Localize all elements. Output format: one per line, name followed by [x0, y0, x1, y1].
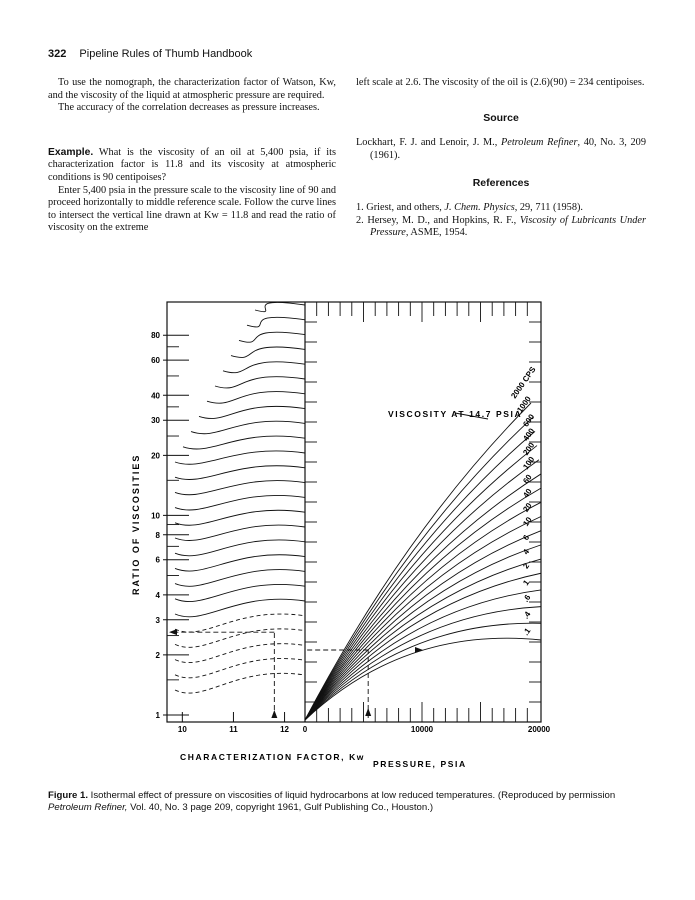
viscosity-line — [305, 502, 541, 720]
y-tick-label: 40 — [151, 391, 160, 401]
y-tick-label: 80 — [151, 331, 160, 341]
intro-paragraph: To use the nomograph, the characterization factor of Watson, Kw, and the viscosity of the liquid at atmospheric pressure are required. — [48, 77, 336, 101]
viscosity-label: 10 — [521, 515, 534, 528]
example-pressure-arrow — [365, 708, 371, 716]
characterization-curve — [255, 302, 305, 311]
viscosity-line — [305, 573, 541, 720]
figure-caption — [48, 790, 648, 814]
y-tick-label: 30 — [151, 416, 160, 426]
viscosity-line — [305, 474, 541, 720]
characterization-curve — [175, 525, 305, 540]
y-axis-label: RATIO OF VISCOSITIES — [131, 453, 141, 595]
example-kw-arrow — [271, 710, 277, 718]
example-paragraph — [48, 147, 336, 185]
viscosity-label: .1 — [521, 626, 533, 638]
viscosity-label: 40 — [521, 487, 534, 500]
ref2-rest: , ASME, 1954. — [405, 227, 468, 239]
right-column — [356, 77, 646, 240]
characterization-curve — [175, 644, 305, 663]
characterization-curve — [175, 495, 305, 510]
kw-tick-label: 11 — [229, 725, 238, 734]
characterization-curve — [175, 673, 305, 693]
y-tick-label: 3 — [155, 615, 160, 625]
references-heading: References — [472, 177, 530, 190]
characterization-curve — [231, 347, 305, 357]
pressure-tick-label: 0 — [302, 725, 308, 734]
characterization-curve — [175, 555, 305, 571]
pressure-tick-label: 10000 — [410, 725, 434, 734]
viscosity-label: 20 — [521, 501, 534, 514]
viscosity-annotation: VISCOSITY AT 14.7 PSIA — [388, 409, 523, 419]
right-x-axis-label: PRESSURE, PSIA — [373, 759, 467, 769]
viscosity-label: 1000 — [515, 394, 533, 415]
viscosity-label: 4 — [521, 547, 532, 557]
characterization-curve — [247, 317, 305, 327]
viscosity-label: 200 — [521, 440, 537, 457]
chart-frame — [167, 302, 541, 722]
viscosity-label: 1 — [521, 578, 532, 588]
y-tick-label: 2 — [155, 650, 160, 660]
kw-tick-label: 12 — [280, 725, 290, 734]
viscosity-line — [305, 488, 541, 720]
viscosity-label: .6 — [521, 593, 533, 604]
caption-text: Isothermal effect of pressure on viscosities of liquid hydrocarbons at low reduced temperatures. (Reproduced by permission — [87, 790, 616, 801]
y-tick-label: 6 — [155, 555, 160, 565]
example-ratio-arrow — [169, 629, 177, 635]
y-tick-label: 4 — [155, 590, 160, 600]
viscosity-line — [305, 531, 541, 720]
y-tick-label: 20 — [151, 451, 160, 461]
characterization-curve — [175, 481, 305, 495]
viscosity-label: 100 — [521, 454, 537, 472]
characterization-curve — [199, 406, 305, 418]
characterization-curve — [175, 659, 305, 678]
procedure-paragraph: Enter 5,400 psia in the pressure scale to the viscosity line of 90 and proceed horizontally to middle reference scale. Follow the curve lines to intersect the vertical line drawn at Kw = 11.8 and read the ratio of viscosity on the extreme — [48, 184, 336, 234]
reference-2 — [356, 215, 646, 240]
page-number: 322 — [48, 48, 67, 60]
viscosity-label: 600 — [521, 412, 537, 429]
ref2-title: Viscosity of Lubricants Under Pressure — [370, 214, 646, 239]
viscosity-line — [305, 545, 541, 720]
nomograph-chart — [110, 295, 580, 785]
ref1-journal: J. Chem. Physics — [444, 201, 515, 213]
pressure-tick-label: 20000 — [527, 725, 551, 734]
viscosity-label: 6 — [521, 533, 532, 543]
viscosity-label: 400 — [521, 426, 537, 443]
characterization-curve — [207, 392, 305, 404]
characterization-curve — [175, 466, 305, 480]
y-tick-label: 1 — [155, 711, 160, 720]
source-heading: Source — [483, 111, 519, 124]
characterization-curve — [175, 540, 305, 556]
viscosity-label: 2 — [521, 561, 532, 571]
caption-text-post: Vol. 40, No. 3 page 209, copyright 1961, Gulf Publishing Co., Houston.) — [127, 802, 434, 813]
example-label: Example. — [48, 146, 94, 158]
source-authors: Lockhart, F. J. and Lenoir, J. M., — [356, 137, 501, 149]
book-title: Pipeline Rules of Thumb Handbook — [79, 48, 253, 60]
characterization-curve — [183, 436, 305, 449]
characterization-curve — [223, 362, 305, 373]
viscosity-label: 60 — [521, 472, 534, 486]
source-journal: Petroleum Refiner — [500, 137, 578, 149]
reference-1 — [356, 202, 646, 215]
left-x-axis-label: CHARACTERIZATION FACTOR, Kw — [180, 752, 366, 762]
example-text: What is the viscosity of an oil at 5,400 psia, if its characterization factor is 11.8 and its viscosity at atmospheric conditions is 90 centipoises? — [48, 146, 336, 183]
example-mid-arrow — [415, 647, 423, 653]
viscosity-line — [305, 403, 531, 720]
ref1-rest: , 29, 711 (1958). — [514, 201, 583, 213]
characterization-curve — [175, 451, 305, 464]
left-column — [48, 77, 336, 235]
characterization-curve — [215, 377, 305, 388]
characterization-curve — [175, 510, 305, 525]
y-tick-label: 10 — [151, 511, 160, 521]
accuracy-paragraph: The accuracy of the correlation decreases as pressure increases. — [58, 102, 320, 114]
result-paragraph: left scale at 2.6. The viscosity of the oil is (2.6)(90) = 234 centipoises. — [356, 77, 645, 88]
y-tick-label: 60 — [151, 356, 160, 366]
ref1-pre: 1. Griest, and others, — [356, 201, 445, 213]
source-citation — [356, 137, 646, 162]
characterization-curve — [239, 332, 305, 342]
caption-journal: Petroleum Refiner, — [48, 802, 128, 813]
kw-tick-label: 10 — [177, 725, 187, 734]
ref2-pre: 2. Hersey, M. D., and Hopkins, R. F., — [356, 214, 520, 226]
characterization-curve — [175, 629, 305, 647]
viscosity-line — [305, 517, 541, 721]
viscosity-line — [305, 638, 541, 720]
viscosity-line — [305, 590, 541, 720]
y-tick-label: 8 — [155, 530, 160, 540]
viscosity-label: 2000 CPS — [509, 365, 538, 401]
viscosity-label: .4 — [521, 609, 533, 621]
page-header — [48, 48, 252, 60]
characterization-curve — [191, 421, 305, 434]
caption-label: Figure 1. — [48, 790, 88, 801]
source-rest: , 40, No. 3, 209 (1961). — [370, 137, 646, 161]
characterization-curve — [175, 570, 305, 587]
